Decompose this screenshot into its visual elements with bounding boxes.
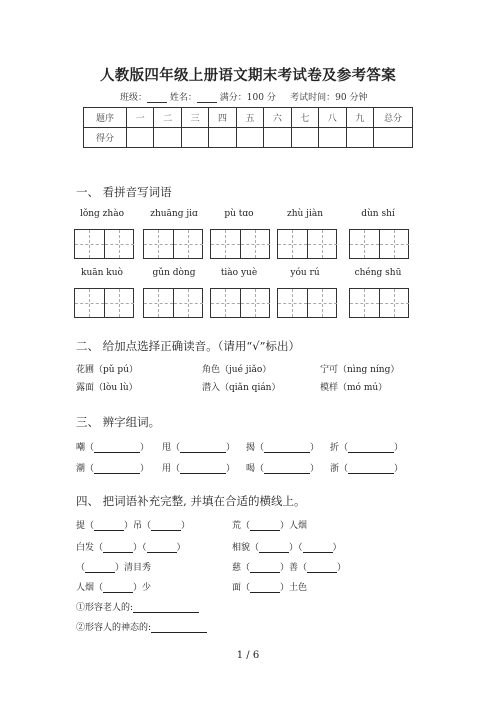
score-header-cell: 总分 [374,108,413,128]
char: 嘲 [76,443,86,453]
score-cell[interactable] [319,128,346,148]
pinyin-label: zhù jiàn [286,209,324,219]
section1-heading: 一、 看拼音写词语 [76,185,172,199]
idiom-text: 面（ [232,583,251,593]
answer-blank[interactable] [250,520,280,531]
idiom-item[interactable] [232,518,307,531]
reading-options: （qiǎn qián） [220,383,281,393]
score-cell[interactable] [127,128,154,148]
idiom-item[interactable] [232,580,307,593]
idiom-text: 荒（ [232,521,251,531]
char: 甩 [162,443,172,453]
reading-word: 潜入 [202,383,221,393]
score-cell[interactable] [236,128,263,148]
writing-grid[interactable] [277,229,337,259]
score-cell[interactable] [291,128,318,148]
writing-grid[interactable] [143,229,203,259]
reading-options: （mó mú） [338,383,388,393]
idiom-text: ）（ [133,543,147,553]
writing-grid[interactable] [277,288,337,318]
pinyin-label: tiào yuè [220,268,258,278]
reading-item[interactable] [202,380,280,393]
reading-options: （jué jiǎo） [220,365,272,375]
word-group-item[interactable]: 潮（ ） [76,464,150,474]
answer-blank[interactable] [264,463,310,474]
score-header-cell: 八 [319,108,346,128]
question-text: ①形容老人的: [76,603,134,613]
idiom-item[interactable] [76,580,151,593]
page-number: 1 / 6 [236,650,260,661]
word-group-item[interactable]: 揭（ ） [246,443,320,453]
char: 浙 [330,464,340,474]
name-label: 姓名： [169,93,197,103]
idiom-item[interactable] [76,518,190,531]
answer-blank[interactable] [103,582,133,593]
answer-blank[interactable] [264,442,310,453]
writing-grid[interactable] [74,229,134,259]
pinyin-label: chéng shū [354,268,402,278]
idiom-text: ） [332,543,342,553]
idiom-text: ） [176,543,186,553]
exam-info [120,90,367,103]
answer-blank[interactable] [180,463,226,474]
word-group-item[interactable]: 嘲（ ） [76,443,150,453]
section3-heading: 三、 辨字组词。 [76,415,161,429]
fill-question[interactable] [76,600,199,613]
answer-blank[interactable] [147,542,177,553]
pinyin-label: lǒng zhào [79,209,125,219]
idiom-item[interactable] [232,540,342,553]
question-text: ②形容人的神态的: [76,623,152,633]
score-cell[interactable] [346,128,374,148]
reading-item[interactable] [76,362,138,375]
exam-time: 考试时间：90 分钟 [290,93,368,103]
full-marks: 满分：100 分 [219,93,276,103]
idiom-text: 慈（ [232,563,251,573]
score-cell[interactable] [374,128,413,148]
score-header-cell: 三 [181,108,208,128]
idiom-text: ）吊（ [124,521,152,531]
score-header-cell: 一 [127,108,154,128]
score-header-cell: 六 [264,108,291,128]
answer-blank[interactable] [250,582,280,593]
writing-grid[interactable] [210,288,270,318]
answer-blank[interactable] [180,442,226,453]
idiom-text: （ [76,563,86,573]
score-header-cell: 五 [236,108,263,128]
word-group-item[interactable]: 折（ ） [330,443,404,453]
section4-heading: 四、 把词语补充完整, 并填在合适的横线上。 [76,494,306,508]
reading-word: 露面 [76,383,95,393]
idiom-text: ）（ [289,543,303,553]
idiom-item[interactable] [76,540,186,553]
answer-blank[interactable] [103,542,133,553]
score-header-cell: 九 [346,108,374,128]
score-label: 得分 [84,128,127,148]
reading-item[interactable] [202,362,271,375]
answer-line[interactable] [133,602,199,613]
score-header-row [84,108,413,128]
answer-blank[interactable] [250,562,280,573]
idiom-text: ）土色 [280,583,308,593]
answer-blank[interactable] [259,542,289,553]
pinyin-label: gǔn dòng [152,268,196,278]
char: 潮 [76,464,86,474]
pinyin-label: pù tɑo [224,209,254,219]
idiom-text: 提（ [76,521,95,531]
reading-word: 角色 [202,365,221,375]
answer-blank[interactable] [348,463,394,474]
score-cell[interactable] [181,128,208,148]
char: 揭 [246,443,256,453]
reading-options: （lòu lù） [94,383,138,393]
idiom-text: ） [181,521,191,531]
score-cell[interactable] [264,128,291,148]
word-group-item[interactable]: 浙（ ） [330,464,404,474]
char: 用 [162,464,172,474]
reading-word: 花圃 [76,365,95,375]
answer-blank[interactable] [307,562,337,573]
writing-grid[interactable] [349,288,409,318]
name-blank [197,93,217,103]
idiom-text: ）人烟 [280,521,308,531]
score-header-cell: 二 [154,108,181,128]
idiom-text: ）少 [133,583,152,593]
page-title: 人教版四年级上册语文期末考试卷及参考答案 [100,67,396,84]
char: 喝 [246,464,256,474]
reading-word: 宁可 [320,365,339,375]
score-header-cell: 四 [209,108,236,128]
writing-grid[interactable] [349,229,409,259]
char: 折 [330,443,340,453]
reading-item[interactable] [320,362,399,375]
answer-blank[interactable] [94,520,124,531]
idiom-item[interactable] [76,560,151,573]
score-row [84,128,413,148]
reading-item[interactable] [320,380,387,393]
section2-heading: 二、 给加点选择正确读音。（请用“√”标出） [76,339,300,353]
class-blank [147,93,167,103]
score-cell[interactable] [154,128,181,148]
word-group-item[interactable]: 用（ ） [162,464,236,474]
score-table [83,107,413,148]
score-header-cell: 题序 [84,108,127,128]
word-group-item[interactable]: 喝（ ） [246,464,320,474]
answer-blank[interactable] [85,562,115,573]
score-cell[interactable] [209,128,236,148]
pinyin-label: yóu rú [290,268,320,278]
class-label: 班级： [120,93,148,103]
answer-line[interactable] [151,622,207,633]
idiom-text: ）清目秀 [115,563,152,573]
idiom-text: ）善（ [280,563,308,573]
fill-question[interactable] [76,620,207,633]
reading-word: 模样 [320,383,339,393]
answer-blank[interactable] [348,442,394,453]
pinyin-label: zhuāng jiɑ [150,209,198,219]
answer-blank[interactable] [94,463,140,474]
reading-options: （nìng níng） [338,365,400,375]
answer-blank[interactable] [94,442,140,453]
score-header-cell: 七 [291,108,318,128]
idiom-item[interactable] [232,560,346,573]
idiom-text: 白发（ [76,543,104,553]
reading-item[interactable] [76,380,138,393]
idiom-text: ） [337,563,347,573]
writing-grid[interactable] [74,288,134,318]
idiom-text: 相貌（ [232,543,260,553]
word-group-item[interactable]: 甩（ ） [162,443,236,453]
idiom-text: 人烟（ [76,583,104,593]
writing-grid[interactable] [210,229,270,259]
answer-blank[interactable] [151,520,181,531]
pinyin-label: dùn shí [361,209,395,219]
answer-blank[interactable] [303,542,333,553]
pinyin-label: kuān kuò [81,268,123,278]
writing-grid[interactable] [143,288,203,318]
reading-options: （pǔ pú） [94,365,138,375]
